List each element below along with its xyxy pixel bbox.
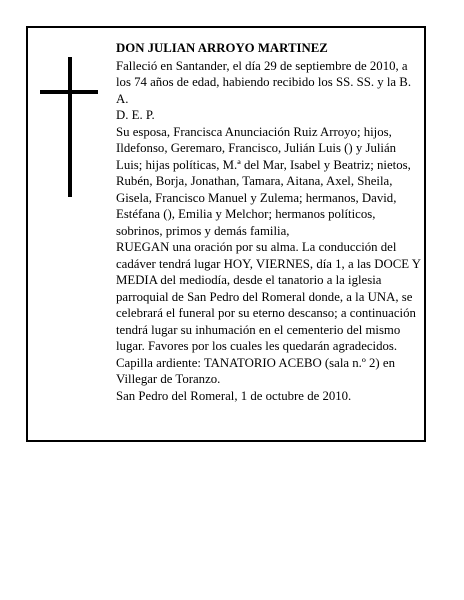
notice-text xyxy=(116,40,422,404)
cross-horizontal-bar xyxy=(40,90,98,94)
obituary-notice xyxy=(26,26,426,442)
death-details: Falleció en Santander, el día 29 de septiembre de 2010, a los 74 años de edad, habiendo recibido los SS. SS. y la B. A. xyxy=(116,58,412,106)
funeral-details: RUEGAN una oración por su alma. La conducción del cadáver tendrá lugar HOY, VIERNES, día 1, a las DOCE Y MEDIA del mediodía, desde el tanatorio a la iglesia parroquial de San Pedro del Romeral donde, a la UNA, se celebrará el funeral por su eterno descanso; a continuación tendrá lugar su inhumación en el cementerio del mismo lugar. Favores por los cuales les quedarán agradecidos. xyxy=(116,240,421,353)
chapel-location: Capilla ardiente: TANATORIO ACEBO (sala n.º 2) en Villegar de Toranzo. xyxy=(116,355,395,386)
family-list: Su esposa, Francisca Anunciación Ruiz Arroyo; hijos, Ildefonso, Geremaro, Francisco, Julián Luis () y Julián Luis; hijas políticas, M.ª del Mar, Isabel y Beatriz; nietos, Rubén, Borja, Jonathan, Tamara, Aitana, Axel, Sheila, Gisela, Francisco Manuel y Zulema; hermanos, David, Estéfana (), Emilia y Melchor; hermanos políticos, sobrinos, primos y demás familia, xyxy=(116,124,411,238)
deceased-name: DON JULIAN ARROYO MARTINEZ xyxy=(116,41,328,55)
place-and-date: San Pedro del Romeral, 1 de octubre de 2010. xyxy=(116,388,352,403)
cross-vertical-bar xyxy=(68,57,72,197)
rest-in-peace: D. E. P. xyxy=(116,108,155,122)
